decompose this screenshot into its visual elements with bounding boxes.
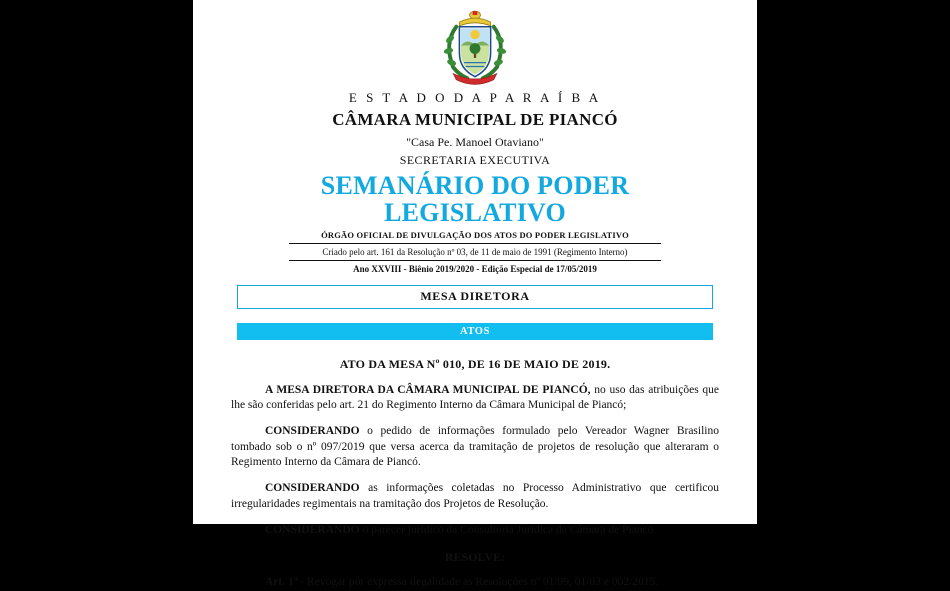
paragraph — [231, 424, 719, 470]
chamber-line: CÂMARA MUNICIPAL DE PIANCÓ — [332, 110, 618, 129]
casa-subtitle: "Casa Pe. Manoel Otaviano" — [406, 135, 544, 149]
resolve-label: RESOLVE: — [444, 550, 506, 565]
paragraph-text: o pedido de informações formulado pelo Vereador Wagner Brasilino tombado sob o nº 097/2019 que versa acerca da tramitação de projetos de resolução que alteraram o Regimento Interno da Câmara de Piancó. — [231, 425, 719, 468]
banner-label: ATOS — [459, 325, 491, 337]
edition-line: Ano XXVIII - Biênio 2019/2020 - Edição Especial de 17/05/2019 — [353, 263, 597, 274]
organ-line: ÓRGÃO OFICIAL DE DIVULGAÇÃO DOS ATOS DO PODER LEGISLATIVO — [321, 229, 629, 240]
paragraph — [231, 523, 719, 538]
paragraph — [231, 383, 719, 413]
banner-atos — [237, 323, 713, 340]
paragraph-text: o parecer jurídico da Consultoria Jurídica da Câmara de Piancó. — [359, 524, 657, 537]
paragraph-lead: CONSIDERANDO — [265, 524, 360, 537]
masthead-title: SEMANÁRIO DO PODER LEGISLATIVO — [320, 171, 630, 228]
article-lead: Art. 1º — [265, 576, 298, 589]
paragraph-text: no uso das atribuições que lhe são conferidas pelo art. 21 do Regimento Interno da Câmara Municipal de Piancó; — [231, 383, 719, 411]
document-page — [193, 0, 757, 589]
coat-of-arms-container — [231, 8, 719, 86]
paragraph-text: as informações coletadas no Processo Administrativo que certificou irregularidades regimentais na tramitação dos Projetos de Resolução. — [231, 482, 719, 510]
section-box-mesa-diretora — [237, 285, 713, 309]
act-title: ATO DA MESA Nº 010, DE 16 DE MAIO DE 2019. — [339, 356, 611, 371]
paragraph-lead: CONSIDERANDO — [265, 482, 360, 495]
masthead-divider-bottom — [289, 260, 661, 261]
section-box-label: MESA DIRETORA — [420, 289, 530, 304]
paragraph — [231, 481, 719, 511]
paragraph-lead: CONSIDERANDO — [265, 425, 360, 438]
article-text: - Revogar por expressa ilegalidade as Resoluções nº 01/99, 01/03 e 002/2015. — [297, 576, 659, 589]
paragraph-lead: A MESA DIRETORA DA CÂMARA MUNICIPAL DE PIANCÓ, — [265, 383, 591, 396]
coat-of-arms-icon — [436, 8, 514, 86]
state-line: E S T A D O D A P A R A Í B A — [348, 90, 602, 105]
article-one — [231, 575, 719, 590]
masthead-divider-top — [289, 243, 661, 244]
secretaria-line: SECRETARIA EXECUTIVA — [399, 153, 551, 167]
created-line: Criado pelo art. 161 da Resolução nº 03, de 11 de maio de 1991 (Regimento Interno) — [322, 246, 628, 257]
